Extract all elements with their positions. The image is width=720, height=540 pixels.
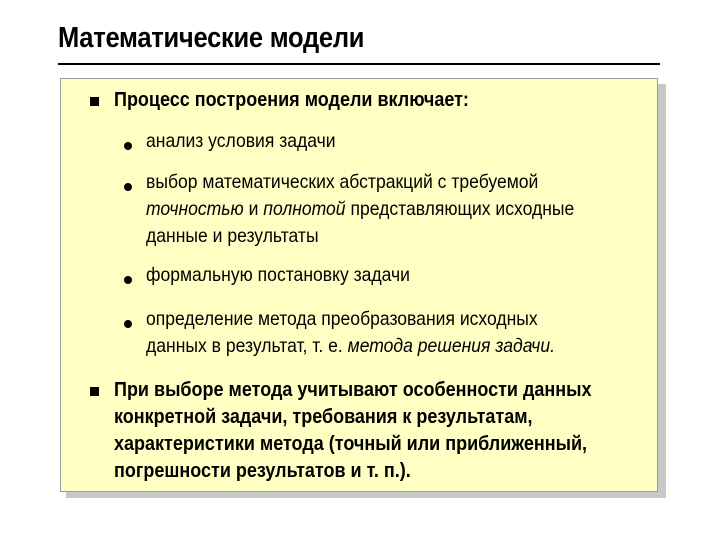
- emphasis-method: метода решения задачи.: [347, 335, 556, 357]
- emphasis-accuracy: точностью: [146, 198, 244, 220]
- sub-bullet-2-line-2-rest: представляющих исходные: [345, 198, 575, 220]
- bullet-2-line-1: При выборе метода учитывают особенности данных: [114, 379, 592, 401]
- title-rule: [58, 63, 660, 65]
- sub-bullet-2-line-1: выбор математических абстракций с требуемой: [146, 171, 539, 193]
- bullet-1-label: Процесс построения модели включает:: [114, 89, 469, 111]
- sub-bullet-4: [146, 306, 614, 360]
- sub-bullet-2-line-3: данные и результаты: [146, 225, 319, 247]
- slide-title: Математические модели: [58, 22, 365, 54]
- sub-bullet-4-line-1: определение метода преобразования исходных: [146, 308, 538, 330]
- bullet-2-line-4: погрешности результатов и т. п.).: [114, 460, 411, 482]
- square-bullet: [90, 387, 99, 396]
- round-bullet: [124, 183, 132, 191]
- sub-bullet-3-label: формальную постановку задачи: [146, 264, 410, 286]
- sub-bullet-4-line-2-text: данных в результат, т. е.: [146, 335, 348, 357]
- sub-bullet-2-line-2: [146, 196, 614, 223]
- conjunction-text: и: [243, 198, 264, 220]
- bullet-2-text: [114, 377, 618, 485]
- sub-bullet-4-line-2: [146, 333, 614, 360]
- square-bullet: [90, 97, 99, 106]
- sub-bullet-2: [146, 169, 614, 250]
- bullet-2-line-3: характеристики метода (точный или приближенный,: [114, 433, 588, 455]
- sub-bullet-1: [146, 128, 614, 155]
- sub-bullet-1-label: анализ условия задачи: [146, 130, 336, 152]
- emphasis-completeness: полнотой: [263, 198, 346, 220]
- bullet-2-line-2: конкретной задачи, требования к результатам,: [114, 406, 533, 428]
- round-bullet: [124, 142, 132, 150]
- bullet-1-text: [114, 88, 618, 113]
- round-bullet: [124, 320, 132, 328]
- round-bullet: [124, 276, 132, 284]
- sub-bullet-3: [146, 262, 614, 289]
